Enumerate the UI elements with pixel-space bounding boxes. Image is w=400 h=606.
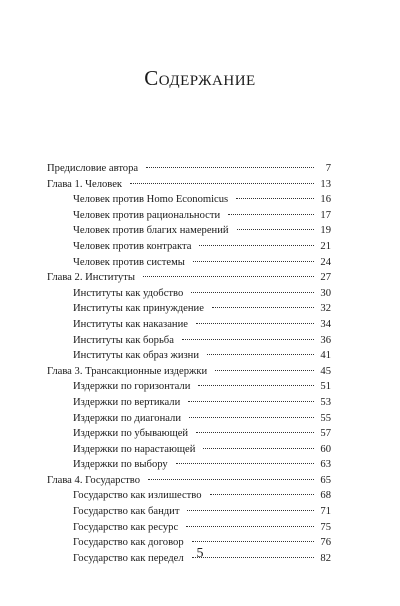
dot-leader: [203, 436, 314, 449]
dot-leader: [215, 358, 314, 371]
dot-leader: [148, 467, 314, 480]
toc-entry-label: Глава 1. Человек: [47, 178, 123, 190]
toc-entry-label: Государство как договор: [73, 537, 184, 549]
toc-entry-label: Человек против рациональности: [73, 209, 221, 221]
toc-entry-page: 75: [320, 521, 331, 533]
dot-leader: [212, 295, 314, 308]
dot-leader: [196, 420, 314, 433]
toc-entry-label: Издержки по вертикали: [73, 396, 181, 408]
toc-entry-page: 16: [320, 194, 331, 206]
toc-entry-page: 13: [320, 178, 331, 190]
toc-entry-page: 27: [320, 272, 331, 284]
toc-entry-label: Издержки по выбору: [73, 459, 168, 471]
toc-entry-page: 17: [320, 209, 331, 221]
dot-leader: [143, 264, 314, 277]
dot-leader: [191, 280, 314, 293]
toc-entry-label: Государство как излишество: [73, 490, 202, 502]
toc-entry-page: 7: [325, 163, 331, 174]
dot-leader: [237, 217, 314, 230]
toc-entry-label: Человек против системы: [73, 256, 185, 268]
toc-entry-page: 32: [320, 303, 331, 315]
dot-leader: [192, 529, 314, 542]
toc-entry-label: Институты как образ жизни: [73, 350, 200, 362]
toc-entry-page: 30: [320, 287, 331, 299]
toc-entry-page: 34: [320, 318, 331, 330]
toc-entry-label: Государство как передел: [73, 552, 184, 564]
dot-leader: [198, 373, 314, 386]
toc-entry-label: Человек против контракта: [73, 240, 192, 252]
toc-entry-label: Издержки по горизонтали: [73, 381, 191, 393]
toc-entry-page: 51: [320, 381, 331, 393]
dot-leader: [176, 451, 314, 464]
dot-leader: [146, 155, 314, 168]
toc-entry-label: Институты как наказание: [73, 318, 188, 330]
dot-leader: [199, 233, 314, 246]
toc-entry-page: 24: [320, 256, 331, 268]
toc-entry-page: 60: [320, 443, 331, 455]
dot-leader: [189, 405, 314, 418]
toc-entry-label: Издержки по нарастающей: [73, 443, 196, 455]
toc-entry-page: 55: [320, 412, 331, 424]
dot-leader: [130, 171, 314, 184]
toc-entry-page: 82: [320, 552, 331, 564]
toc-entry-page: 19: [320, 225, 331, 237]
toc-entry-label: Человек против Homo Economicus: [73, 194, 229, 206]
dot-leader: [196, 311, 314, 324]
dot-leader: [182, 327, 314, 340]
toc-entry-page: 41: [320, 350, 331, 362]
page-number: 5: [196, 546, 204, 561]
toc-entry-page: 36: [320, 334, 331, 346]
dot-leader: [228, 202, 314, 215]
page-title: Содержание: [144, 66, 256, 90]
table-of-contents: [47, 158, 331, 563]
dot-leader: [186, 514, 314, 527]
toc-entry-page: 21: [320, 240, 331, 252]
toc-entry-label: Человек против благих намерений: [73, 225, 229, 237]
toc-entry-page: 71: [320, 506, 331, 518]
toc-entry-label: Государство как ресурс: [73, 521, 179, 533]
toc-entry-page: 68: [320, 490, 331, 502]
toc-entry-label: Издержки по диагонали: [73, 412, 181, 424]
toc-entry-page: 53: [320, 396, 331, 408]
dot-leader: [188, 389, 314, 402]
toc-entry-label: Глава 4. Государство: [47, 474, 141, 486]
dot-leader: [193, 249, 314, 262]
toc-entry-label: Институты как борьба: [73, 334, 174, 346]
toc-entry-label: Глава 3. Трансакционные издержки: [47, 365, 208, 377]
toc-entry-label: Предисловие автора: [47, 163, 139, 174]
toc-entry-page: 76: [320, 537, 331, 549]
dot-leader: [236, 186, 314, 199]
toc-entry-label: Глава 2. Институты: [47, 272, 135, 284]
toc-entry-label: Государство как бандит: [73, 506, 180, 518]
dot-leader: [207, 342, 314, 355]
toc-entry-label: Институты как принуждение: [73, 303, 204, 315]
toc-entry-page: 63: [320, 459, 331, 471]
dot-leader: [210, 482, 314, 495]
toc-entry-label: Институты как удобство: [73, 287, 184, 299]
toc-entry-page: 57: [320, 428, 331, 440]
toc-entry-label: Издержки по убывающей: [73, 428, 189, 440]
dot-leader: [187, 498, 314, 511]
toc-entry-page: 65: [320, 474, 331, 486]
toc-entry-page: 45: [320, 365, 331, 377]
